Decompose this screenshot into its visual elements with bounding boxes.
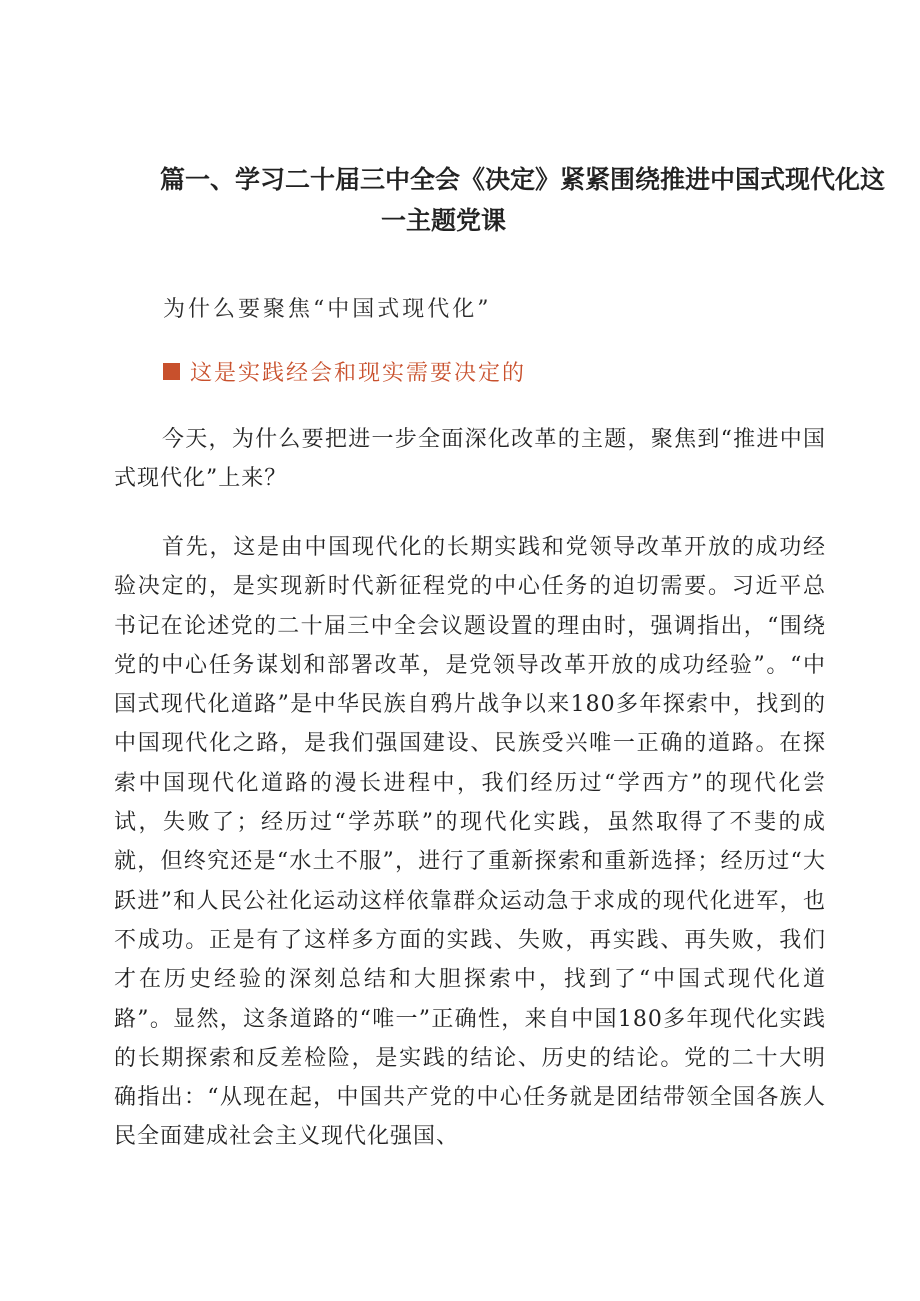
subheading <box>163 356 526 387</box>
section-heading: 为什么要聚焦“中国式现代化” <box>163 297 492 322</box>
document-title-line-1: 篇一、学习二十届三中全会《决定》紧紧围绕推进中国式现代化这 <box>160 165 886 194</box>
document-title-line-2: 一主题党课 <box>381 206 507 235</box>
paragraph: 首先，这是由中国现代化的长期实践和党领导改革开放的成功经验决定的，是实现新时代新征程党的中心任务的迫切需要。习近平总书记在论述党的二十届三中全会议题设置的理由时，强调指出，“围绕党的中心任务谋划和部署改革，是党领导改革开放的成功经验”。“中国式现代化道路”是中华民族自鸦片战争以来180多年探索中，找到的中国现代化之路，是我们强国建设、民族受兴唯一正确的道路。在探索中国现代化道路的漫长进程中，我们经历过“学西方”的现代化尝试，失败了；经历过“学苏联”的现代化实践，虽然取得了不斐的成就，但终究还是“水土不服”，进行了重新探索和重新选择；经历过“大跃进”和人民公社化运动这样依靠群众运动急于求成的现代化进军，也不成功。正是有了这样多方面的实践、失败，再实践、再失败，我们才在历史经验的深刻总结和大胆探索中，找到了“中国式现代化道路”。显然，这条道路的“唯一”正确性，来自中国180多年现代化实践的长期探索和反差检险，是实践的结论、历史的结论。党的二十大明确指出：“从现在起，中国共产党的中心任务就是团结带领全国各族人民全面建成社会主义现代化强国、 <box>114 535 826 1150</box>
subheading-text: 这是实践经会和现实需要决定的 <box>190 361 527 386</box>
paragraph: 今天，为什么要把进一步全面深化改革的主题，聚焦到“推进中国式现代化”上来？ <box>114 427 826 492</box>
square-bullet-icon <box>163 363 180 380</box>
